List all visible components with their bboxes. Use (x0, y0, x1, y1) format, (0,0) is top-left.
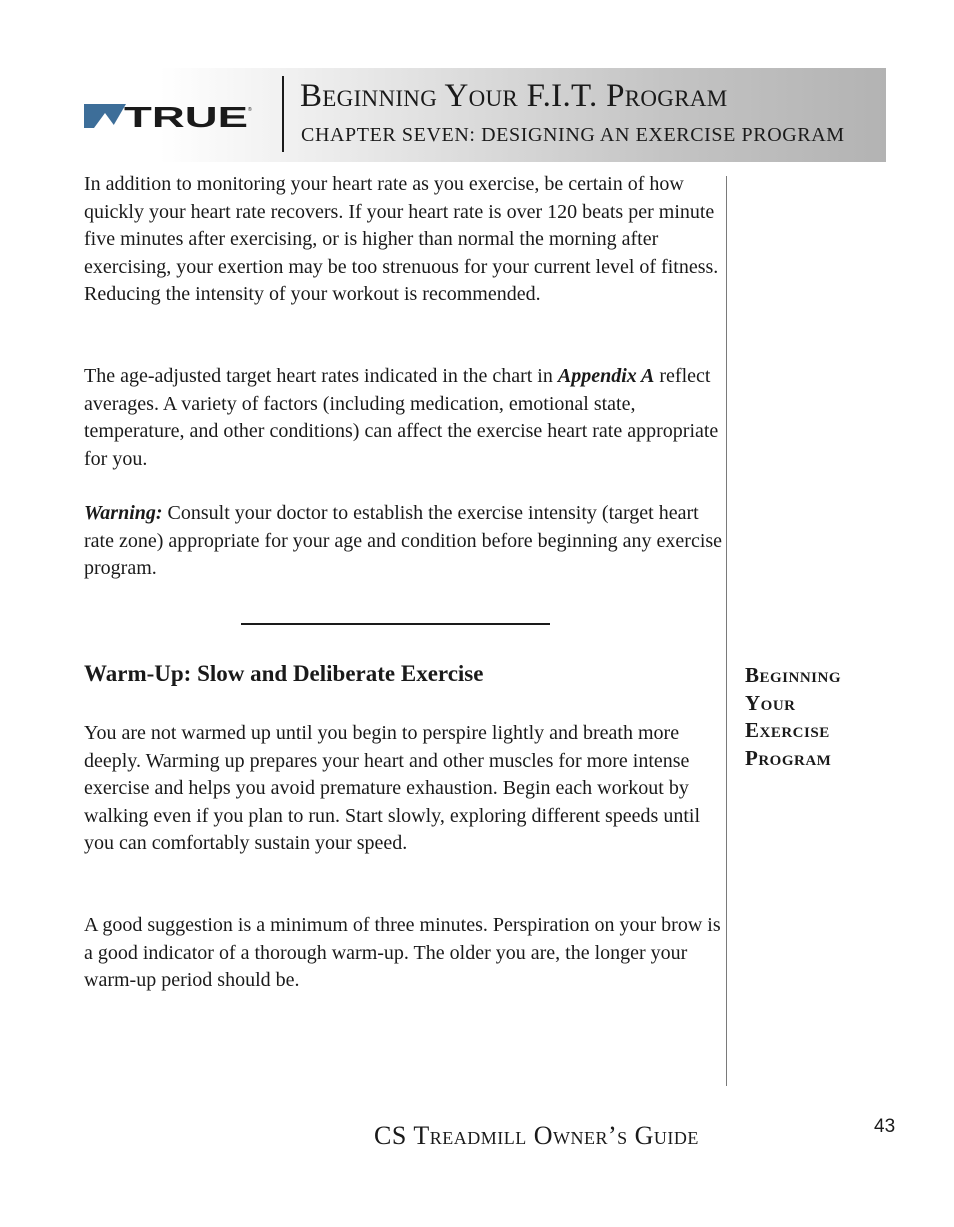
sidebar-line: Your (745, 690, 796, 715)
appendix-reference: Appendix A (557, 365, 655, 387)
true-logo (84, 103, 252, 129)
sidebar-section-label (745, 662, 895, 772)
sidebar-line: Program (745, 745, 832, 770)
header-divider (282, 76, 284, 152)
paragraph-warm-up: You are not warmed up until you begin to perspire lightly and breath more deeply. Warming up prepares your heart and other muscles for more intense exercise and helps you avoid premature exhaustion. Begin each workout by walking even if you plan to run. Start slowly, exploring different speeds until you can comfortably sustain your speed. (84, 722, 700, 854)
warning-label: Warning: (84, 502, 163, 524)
paragraph-warning (84, 500, 724, 583)
paragraph-text: Consult your doctor to establish the exercise intensity (target heart rate zone) appropriate for your age and condition before beginning any exercise program. (84, 502, 723, 579)
column-rule (726, 176, 727, 1086)
chapter-title: Beginning Your F.I.T. Program (300, 78, 728, 114)
paragraph-warm-up-duration: A good suggestion is a minimum of three minutes. Perspiration on your brow is a good indicator of a thorough warm-up. The older you are, the longer your warm-up period should be. (84, 914, 721, 991)
paragraph-text: reflect averages. A variety of factors (including medication, emotional state, temperature, and other conditions) can affect the exercise heart rate appropriate for you. (84, 365, 719, 470)
footer-guide-title: CS Treadmill Owner’s Guide (374, 1121, 699, 1150)
chapter-subtitle: CHAPTER SEVEN: DESIGNING AN EXERCISE PROGRAM (301, 124, 845, 146)
page-number: 43 (874, 1116, 896, 1137)
section-heading-warm-up: Warm-Up: Slow and Deliberate Exercise (84, 661, 484, 686)
sidebar-line: Exercise (745, 718, 830, 742)
section-divider (241, 623, 550, 625)
paragraph-target-heart-rates (84, 363, 724, 473)
logo-wordmark: TRUE (124, 103, 248, 129)
svg-text:®: ® (248, 107, 252, 113)
sidebar-line: Beginning (745, 663, 842, 687)
paragraph-text: The age-adjusted target heart rates indicated in the chart in (84, 365, 558, 387)
paragraph-heart-rate-recovery: In addition to monitoring your heart rate as you exercise, be certain of how quickly your heart rate recovers. If your heart rate is over 120 beats per minute five minutes after exercising, or is higher than normal the morning after exercising, your exertion may be too strenuous for your current level of fitness. Reducing the intensity of your workout is recommended. (84, 173, 719, 305)
